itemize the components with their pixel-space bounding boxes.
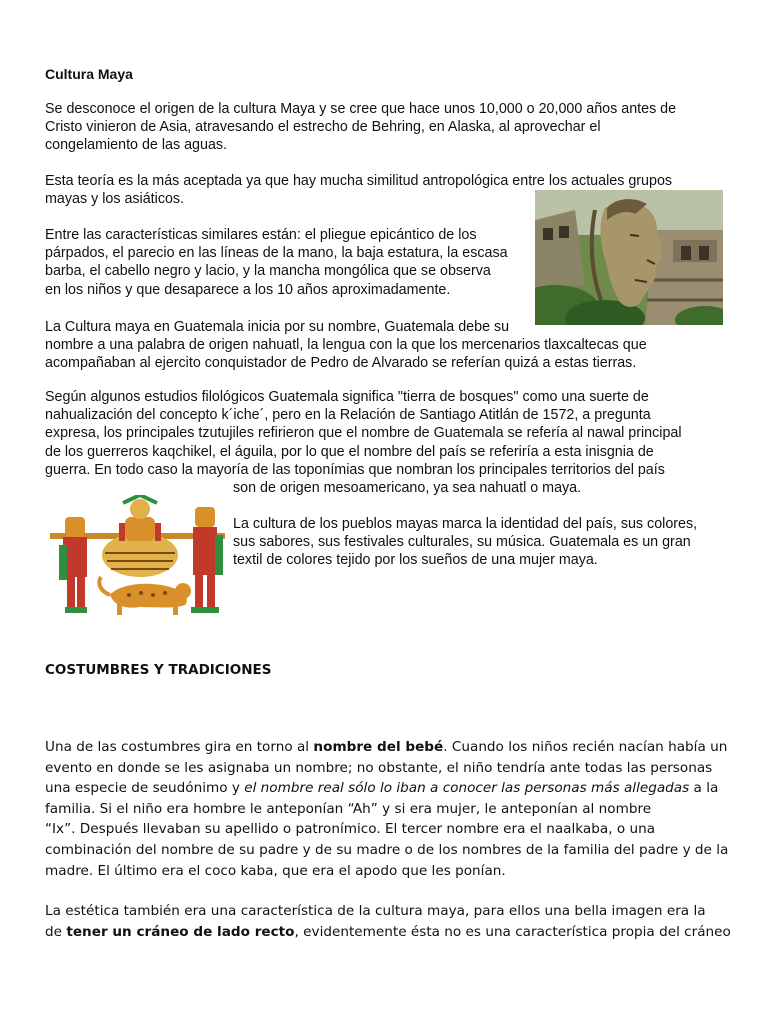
text-line: párpados, el parecio en las líneas de la mano, la baja estatura, la escasa	[45, 245, 508, 262]
text-line: La Cultura maya en Guatemala inicia por su nombre, Guatemala debe su	[45, 319, 510, 335]
text-line: Según algunos estudios filológicos Guatemala significa "tierra de bosques" como una suerte de	[45, 389, 649, 405]
bold-text: nombre del bebé	[313, 739, 444, 755]
maya-warriors-carrying-noble-illustration	[45, 495, 230, 619]
text-line: La cultura de los pueblos mayas marca la identidad del país, sus colores,	[233, 516, 698, 532]
text-run: , evidentemente ésta no es una característica propia del cráneo	[294, 923, 731, 940]
paragraph-baby-name	[45, 737, 728, 881]
paragraph-guatemala-name	[45, 318, 725, 373]
text-line: en los niños y que desaparece a los 10 años aproximadamente.	[45, 281, 451, 298]
document-title: Cultura Maya	[45, 66, 133, 82]
text-line	[45, 922, 731, 943]
paragraph-philology	[45, 388, 725, 497]
text-line: nombre a una palabra de origen nahuatl, la lengua con la que los mercenarios tlaxcaltecas que	[45, 337, 647, 354]
text-line: expresa, los principales tzutujiles refirieron que el nombre de Guatemala se refería al nawal principal	[45, 425, 682, 442]
text-line: Se desconoce el origen de la cultura Maya y se cree que hace unos 10,000 o 20,000 años antes de	[45, 101, 677, 117]
text-line: evento en donde se les asignaba un nombre; no obstante, el niño tendría ante todas las personas	[45, 759, 713, 776]
section-heading-costumbres: COSTUMBRES Y TRADICIONES	[45, 662, 272, 678]
text-line: mayas y los asiáticos.	[45, 191, 185, 208]
text-line: Cristo vinieron de Asia, atravesando el estrecho de Behring, en Alaska, al aprovechar el	[45, 119, 601, 136]
paragraph-origin	[45, 100, 725, 155]
italic-text: el nombre real sólo lo iban a conocer las personas más allegadas	[244, 780, 690, 797]
bold-text: tener un cráneo de lado recto	[66, 923, 295, 940]
text-line: combinación del nombre de su padre y de su madre o de los nombres de la familia del padre y de la	[45, 841, 729, 858]
text-line: “Ix”. Después llevaban su apellido o patronímico. El tercer nombre era el naalkaba, o una	[45, 821, 656, 838]
text-line	[45, 737, 728, 758]
text-line: guerra. En todo caso la mayoría de las toponímias que nombran los principales territorios del país	[45, 461, 665, 478]
text-run: a la	[689, 780, 719, 797]
text-line: Esta teoría es la más aceptada ya que hay mucha similitud antropológica entre los actuales grupos	[45, 173, 673, 189]
maya-temple-profile-illustration	[535, 190, 723, 325]
text-run: . Cuando los niños recién nacían había un	[443, 739, 728, 755]
text-line: son de origen mesoamericano, ya sea nahuatl o maya.	[233, 480, 582, 497]
text-run: Una de las costumbres gira en torno al	[45, 739, 314, 755]
text-line: textil de colores tejido por los sueños de una mujer maya.	[233, 552, 598, 569]
text-line: La estética también era una característica de la cultura maya, para ellos una bella imagen era la	[45, 903, 706, 919]
text-run: una especie de seudónimo y	[45, 780, 245, 797]
text-line: familia. Si el niño era hombre le anteponían “Ah” y si era mujer, le anteponían al nombre	[45, 800, 652, 817]
text-run: de	[45, 923, 67, 940]
text-line: de los guerreros kaqchikel, el águila, por lo que el nombre del país se referiría a esta inisgnia de	[45, 443, 654, 460]
text-line: nahualización del concepto k´iche´, pero en la Relación de Santiago Atitlán de 1572, a pregunta	[45, 407, 651, 424]
paragraph-aesthetics	[45, 901, 731, 942]
text-line: congelamiento de las aguas.	[45, 137, 228, 154]
paragraph-characteristics	[45, 226, 530, 299]
text-line	[45, 778, 728, 799]
text-line: Entre las características similares están: el pliegue epicántico de los	[45, 227, 477, 243]
paragraph-identity	[233, 515, 728, 570]
text-line: barba, el cabello negro y lacio, y la mancha mongólica que se observa	[45, 263, 491, 280]
text-line: sus sabores, sus festivales culturales, su música. Guatemala es un gran	[233, 534, 691, 551]
text-line: madre. El último era el coco kaba, que era el apodo que les ponían.	[45, 862, 506, 879]
text-line: acompañaban al ejercito conquistador de Pedro de Alvarado se referían quizá a estas tierras.	[45, 355, 637, 372]
